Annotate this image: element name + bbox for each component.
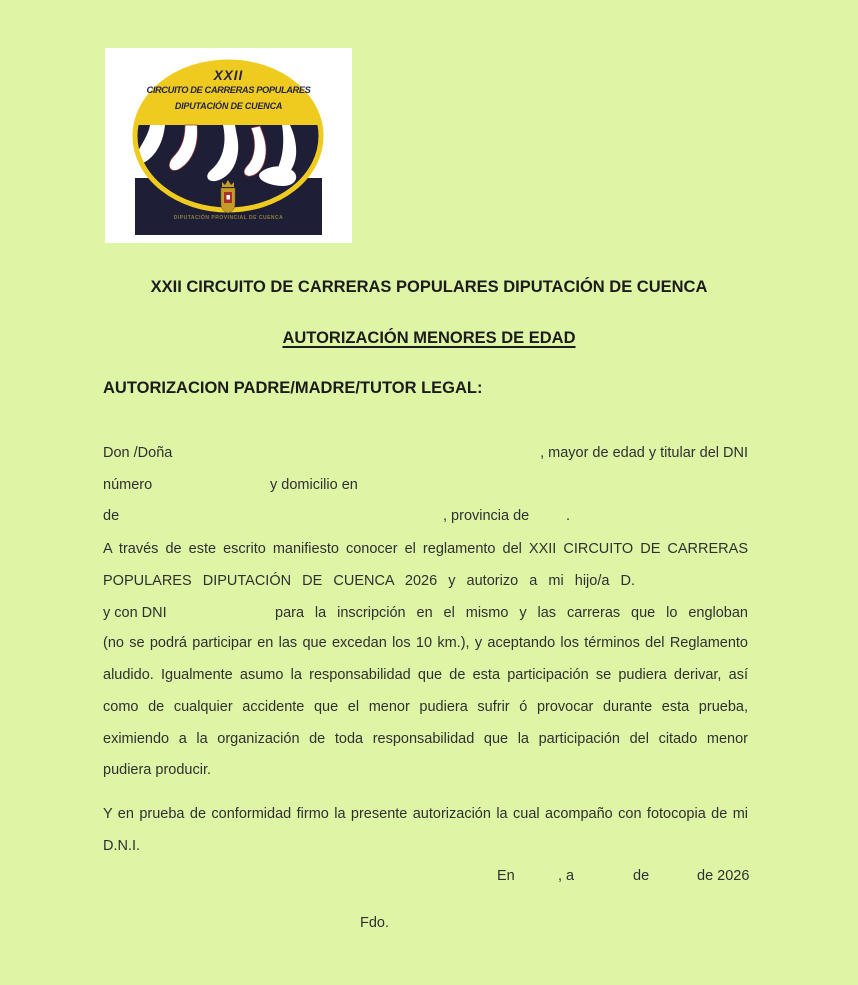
blank-date-month-field	[655, 866, 693, 884]
label-domicilio: y domicilio en	[270, 477, 358, 493]
closing-line-1: Y en prueba de conformidad firmo la presente autorización la cual acompaño con fotocopia de mi	[103, 806, 748, 822]
label-date-de: de	[633, 868, 650, 884]
label-numero: número	[103, 477, 153, 493]
paragraph-line-3	[103, 603, 748, 623]
document-subtitle: AUTORIZACIÓN MENORES DE EDAD	[282, 329, 576, 347]
label-provincia: , provincia de	[443, 508, 530, 524]
blank-address-field	[373, 475, 743, 493]
logo-title-line2: DIPUTACIÓN DE CUENCA	[174, 101, 283, 111]
blank-date-day-field	[588, 866, 628, 884]
label-fdo: Fdo.	[360, 915, 390, 931]
line-dni-domicilio	[103, 475, 748, 495]
paragraph-line-4: (no se podrá participar en las que excedan los 10 km.), y aceptando los términos del Reglamento	[103, 635, 748, 651]
main-title: XXII CIRCUITO DE CARRERAS POPULARES DIPUTACIÓN DE CUENCA	[150, 278, 708, 296]
label-y-con-dni: y con DNI	[103, 605, 167, 621]
label-date-a: , a	[558, 868, 575, 884]
label-don-dona: Don /Doña	[103, 445, 173, 461]
paragraph-line-1: A través de este escrito manifiesto conocer el reglamento del XXII CIRCUITO DE CARRERAS	[103, 541, 748, 557]
label-de: de	[103, 508, 120, 524]
logo-edition-text: XXII	[213, 68, 244, 83]
paragraph-line-8: pudiera producir.	[103, 762, 212, 778]
label-date-year: de 2026	[697, 868, 750, 884]
label-period: .	[566, 508, 571, 524]
paragraph-line-7: eximiendo a la organización de toda responsabilidad que la participación del citado menor	[103, 731, 748, 747]
paragraph-line-5: aludido. Igualmente asumo la responsabilidad que de esta participación se pudiera derivar, así	[103, 667, 748, 683]
logo-title-line1: CIRCUITO DE CARRERAS POPULARES	[146, 85, 311, 95]
line-guardian-name	[103, 443, 748, 463]
label-date-en: En	[497, 868, 515, 884]
blank-guardian-name-field	[183, 443, 523, 461]
date-line	[103, 866, 748, 886]
event-logo	[105, 48, 352, 243]
paragraph-line-2: POPULARES DIPUTACIÓN DE CUENCA 2026 y autorizo a mi hijo/a D.	[103, 573, 635, 589]
label-para-inscripcion: para la inscripción en el mismo y las carreras que lo engloban	[275, 605, 748, 621]
blank-date-city-field	[523, 866, 553, 884]
closing-line-2: D.N.I.	[103, 838, 141, 854]
provincial-crest-icon	[221, 180, 235, 213]
paragraph-line-6: como de cualquier accidente que el menor pudiera sufrir ó provocar durante esta prueba,	[103, 699, 748, 715]
section-heading: AUTORIZACION PADRE/MADRE/TUTOR LEGAL:	[103, 379, 483, 397]
blank-child-dni-field	[178, 603, 268, 621]
logo-footer-text: DIPUTACIÓN PROVINCIAL DE CUENCA	[173, 215, 284, 221]
blank-dni-number-field	[163, 475, 263, 493]
signature-line	[103, 913, 748, 933]
blank-province-field	[543, 506, 563, 524]
line-localidad-provincia	[103, 506, 748, 526]
label-mayor-edad: , mayor de edad y titular del DNI	[540, 445, 748, 461]
blank-locality-field	[128, 506, 438, 524]
